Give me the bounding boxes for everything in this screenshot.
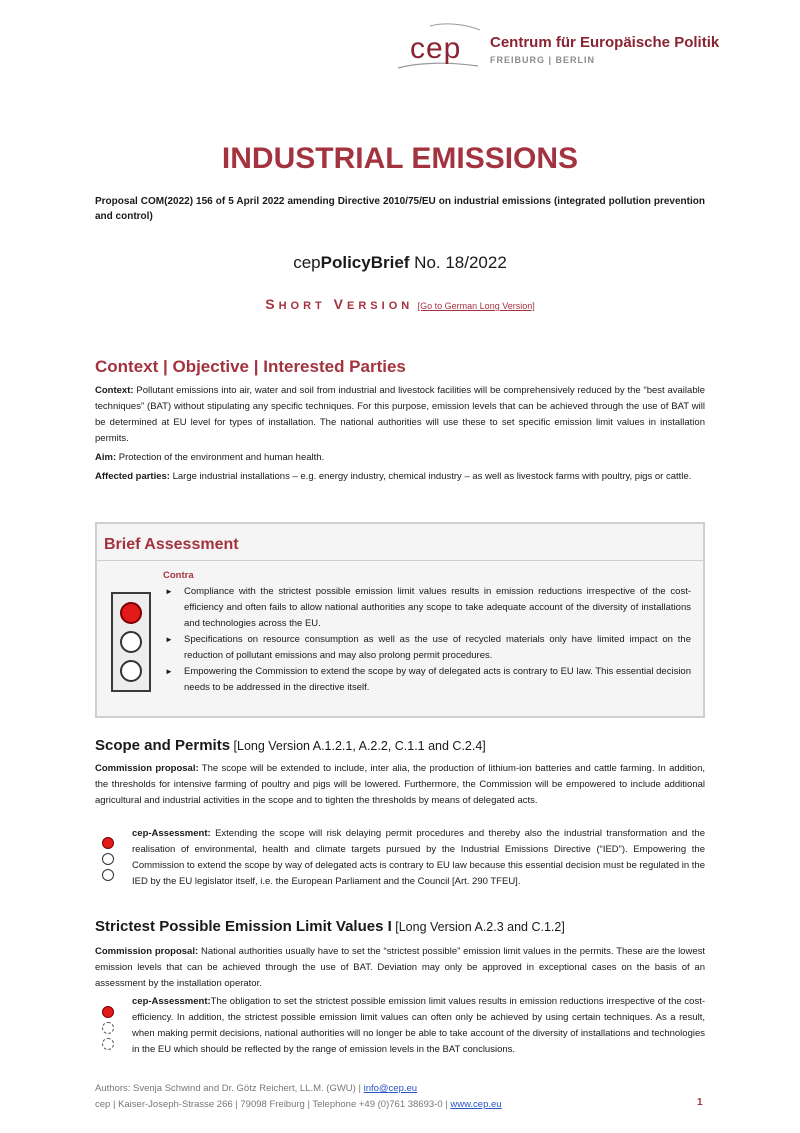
assessment-label: cep-Assessment: bbox=[132, 996, 211, 1007]
context-paragraph bbox=[95, 383, 705, 447]
sv-hort: HORT bbox=[278, 300, 326, 312]
arrow-right-icon: ► bbox=[165, 587, 173, 596]
assessment-text: The obligation to set the strictest possible emission limit values results in emission reductions irrespective of the cost-efficiency. In addition, the strictest possible emission limit values can often only be achieved by using certain techniques. As a result, when making permit decisions, national authorities will no longer be able to take account of the diversity of installations and technologies in the EU which should be reflected by the range of emission levels in the BAT conclusions. bbox=[132, 996, 705, 1055]
aim-paragraph bbox=[95, 450, 705, 466]
bullet-text: Empowering the Commission to extend the scope by way of delegated acts is contrary to EU law. This essential decision needs to be addressed in the directive itself. bbox=[184, 666, 691, 693]
red-light bbox=[102, 1006, 114, 1018]
german-long-version-link[interactable]: [Go to German Long Version] bbox=[417, 301, 535, 311]
address-text: cep | Kaiser-Joseph-Strasse 266 | 79098 Freiburg | Telephone +49 (0)761 38693-0 | bbox=[95, 1099, 451, 1110]
context-text: Pollutant emissions into air, water and soil from industrial and livestock facilities will be comprehensively reduced by the “best available techniques” (BAT) without stipulating any specific techniques. For this purpose, emission levels that can be achieved through the use of BAT will be determined at EU level for types of installation. The national authorities will use these to set specific emission limit values in installation permits. bbox=[95, 385, 705, 444]
page-number: 1 bbox=[697, 1097, 703, 1108]
proposal-label: Commission proposal: bbox=[95, 763, 199, 774]
traffic-light-red-icon bbox=[98, 1002, 120, 1062]
traffic-light-red-icon bbox=[111, 592, 151, 692]
contra-label: Contra bbox=[163, 570, 194, 581]
sv-ersion: ERSION bbox=[347, 300, 414, 312]
website-link[interactable]: www.cep.eu bbox=[450, 1099, 502, 1110]
context-label: Context: bbox=[95, 385, 134, 396]
footer-address bbox=[95, 1097, 705, 1113]
affected-label: Affected parties: bbox=[95, 471, 170, 482]
proposal-text: National authorities usually have to set the “strictest possible” emission limit values in the permits. These are the lowest emission levels that can be achieved through the use of BAT. Deviation may only be approved in exceptional cases on the basis of an assessment by the installation operator. bbox=[95, 946, 705, 989]
aim-text: Protection of the environment and human health. bbox=[116, 452, 325, 463]
assessment-label: cep-Assessment: bbox=[132, 828, 211, 839]
limits-title: Strictest Possible Emission Limit Values I bbox=[95, 918, 392, 935]
traffic-light-red-icon bbox=[98, 833, 120, 893]
brief-bold: PolicyBrief bbox=[320, 253, 410, 272]
limits-proposal bbox=[95, 944, 705, 992]
arrow-right-icon: ► bbox=[165, 667, 173, 676]
limits-heading bbox=[95, 918, 565, 935]
policybrief-number bbox=[0, 253, 800, 273]
brief-number: No. 18/2022 bbox=[409, 253, 507, 272]
off-light bbox=[102, 869, 114, 881]
scope-ref: [Long Version A.1.2.1, A.2.2, C.1.1 and C.2.4] bbox=[230, 739, 486, 753]
off-light bbox=[120, 660, 142, 682]
scope-assessment bbox=[132, 826, 705, 890]
org-cities: FREIBURG | BERLIN bbox=[490, 55, 596, 65]
proposal-text: The scope will be extended to include, inter alia, the production of lithium-ion batteries and cattle farming. In addition, the thresholds for intensive farming of poultry and pigs will be lowered. Furthermore, the Commission will be empowered to include additional agricultural and industrial activities in the scope and to tighten the thresholds by means of delegated acts. bbox=[95, 763, 705, 806]
sv-v: V bbox=[333, 296, 348, 312]
sv-s: S bbox=[265, 296, 279, 312]
brief-assessment-box bbox=[95, 522, 705, 718]
off-light bbox=[120, 631, 142, 653]
scope-title: Scope and Permits bbox=[95, 737, 231, 754]
subtitle: Proposal COM(2022) 156 of 5 April 2022 amending Directive 2010/75/EU on industrial emissions (integrated pollution prevention and control) bbox=[95, 196, 705, 222]
footer-authors bbox=[95, 1081, 705, 1097]
assessment-text: Extending the scope will risk delaying permit procedures and thereby also the industrial transformation and the realisation of environmental, health and climate targets pursued by the Industrial Emissions Directive (“IED”). Empowering the Commission to extend the scope by way of delegated acts is contrary to EU law because this essential decision must be regulated in the IED by the EU legislator itself, i.e. the European Parliament and the Council [Art. 290 TFEU]. bbox=[132, 828, 705, 887]
proposal-label: Commission proposal: bbox=[95, 946, 199, 957]
footer bbox=[95, 1081, 705, 1113]
off-light bbox=[102, 1038, 114, 1050]
logo-text: cep bbox=[410, 32, 462, 65]
affected-text: Large industrial installations – e.g. energy industry, chemical industry – as well as livestock farms with poultry, pigs or cattle. bbox=[169, 471, 692, 482]
list-item bbox=[163, 584, 691, 632]
brief-assessment-title: Brief Assessment bbox=[104, 536, 239, 553]
header bbox=[380, 22, 760, 74]
email-link[interactable]: info@cep.eu bbox=[363, 1083, 418, 1094]
arrow-right-icon: ► bbox=[165, 635, 173, 644]
divider bbox=[97, 560, 703, 561]
off-light bbox=[102, 853, 114, 865]
limits-ref: [Long Version A.2.3 and C.1.2] bbox=[391, 920, 565, 934]
short-version-label bbox=[265, 296, 413, 312]
bullet-text: Specifications on resource consumption as well as the use of recycled materials only have limited impact on the reduction of pollutant emissions and may also prolong permit procedures. bbox=[184, 634, 691, 661]
page-title: INDUSTRIAL EMISSIONS bbox=[221, 142, 579, 175]
list-item bbox=[163, 664, 691, 696]
org-name: Centrum für Europäische Politik bbox=[490, 34, 720, 51]
scope-heading bbox=[95, 737, 486, 754]
red-light bbox=[102, 837, 114, 849]
red-light bbox=[120, 602, 142, 624]
short-version-heading bbox=[0, 296, 800, 314]
contra-list bbox=[163, 584, 691, 696]
affected-paragraph bbox=[95, 469, 705, 485]
context-heading: Context | Objective | Interested Parties bbox=[95, 357, 406, 376]
list-item bbox=[163, 632, 691, 664]
authors-text: Authors: Svenja Schwind and Dr. Götz Reichert, LL.M. (GWU) | bbox=[95, 1083, 364, 1094]
bullet-text: Compliance with the strictest possible emission limit values results in emission reductions irrespective of the cost-efficiency and often fails to allow national authorities any scope to take adequate account of the diversity of installations and technologies across the EU. bbox=[184, 586, 691, 629]
scope-proposal bbox=[95, 761, 705, 809]
brief-prefix: cep bbox=[293, 253, 321, 272]
off-light bbox=[102, 1022, 114, 1034]
limits-assessment bbox=[132, 994, 705, 1058]
aim-label: Aim: bbox=[95, 452, 117, 463]
